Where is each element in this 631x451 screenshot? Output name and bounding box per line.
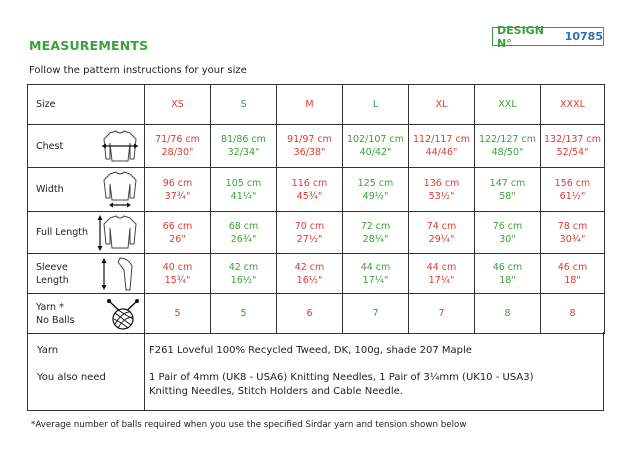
sleeve-in: 17¼" [428,274,455,286]
width-cm: 96 cm [162,177,193,189]
chest-in: 48/50" [491,147,524,158]
length-in: 26" [169,233,186,245]
length-in: 27½" [296,233,323,245]
width-in: 37¾" [164,190,191,202]
yarn-balls-cell: 7 [343,294,409,334]
width-in: 49½" [362,190,389,202]
chest-cell [409,125,475,168]
length-cell [277,212,343,254]
yarn-balls-cell: 8 [541,294,605,334]
length-cm: 68 cm [228,220,259,232]
chest-in: 28/30" [161,147,194,158]
width-label-cell [28,168,145,212]
width-cell [145,168,211,212]
chest-in: 44/46" [425,147,458,158]
sleeve-cm: 44 cm [426,261,457,273]
chest-row [28,125,605,168]
chest-label: Chest [36,140,64,152]
width-cell [475,168,541,212]
length-in: 30¾" [559,233,586,245]
size-header: XL [409,85,475,125]
sweater-width-icon [100,171,140,209]
requirements-box [27,332,604,411]
sleeve-in: 16½" [296,274,323,286]
sleeve-cell [409,254,475,294]
need-line1: 1 Pair of 4mm (UK8 - USA6) Knitting Needles, 1 Pair of 3¼mm (UK10 - USA3) [149,372,534,383]
yarn-balls-cell: 8 [475,294,541,334]
width-in: 58" [499,190,516,202]
width-cm: 156 cm [554,177,591,189]
width-cm: 105 cm [225,177,262,189]
sleeve-in: 15¾" [164,274,191,286]
width-cm: 125 cm [357,177,394,189]
yarn-balls-cell: 5 [145,294,211,334]
chest-cell [343,125,409,168]
yarn-balls-row [28,294,605,334]
width-in: 61½" [559,190,586,202]
design-label: DESIGN N° [497,23,544,50]
chest-cm: 102/107 cm [347,134,404,145]
chest-cm: 81/86 cm [221,134,266,145]
length-in: 29¼" [428,233,455,245]
sleeve-cell [145,254,211,294]
chest-cell [211,125,277,168]
need-label: You also need [37,372,106,383]
length-cell [541,212,605,254]
chest-cell [145,125,211,168]
chest-label-cell [28,125,145,168]
width-label: Width [36,184,64,195]
yarn-label-line2: No Balls [36,314,75,326]
size-header: XS [145,85,211,125]
page-title: MEASUREMENTS [29,38,149,53]
sleeve-in: 18" [564,274,581,286]
size-header: L [343,85,409,125]
width-cm: 136 cm [423,177,460,189]
chest-in: 40/42" [359,147,392,158]
chest-cm: 112/117 cm [413,134,470,145]
sleeve-cm: 44 cm [360,261,391,273]
yarn-balls-cell: 7 [409,294,475,334]
sleeve-cm: 42 cm [294,261,325,273]
size-label: Size [28,85,145,125]
width-cell [343,168,409,212]
requirements-divider [144,332,145,410]
sleeve-in: 17¼" [362,274,389,286]
width-cell [409,168,475,212]
width-cm: 116 cm [291,177,328,189]
sleeve-length-icon [100,256,140,292]
length-row [28,212,605,254]
length-label-cell [28,212,145,254]
measurements-table [27,84,605,334]
size-header: XXL [475,85,541,125]
width-cell [277,168,343,212]
sleeve-label-line2: Length [36,274,69,286]
sleeve-cell [475,254,541,294]
width-in: 53½" [428,190,455,202]
length-cell [145,212,211,254]
length-cell [211,212,277,254]
length-cm: 76 cm [492,220,523,232]
sleeve-cell [277,254,343,294]
need-line2: Knitting Needles, Stitch Holders and Cable Needle. [149,386,403,397]
sleeve-cell [541,254,605,294]
width-in: 45¾" [296,190,323,202]
sleeve-cm: 46 cm [492,261,523,273]
length-cm: 74 cm [426,220,457,232]
chest-cell [277,125,343,168]
footnote: *Average number of balls required when you use the specified Sirdar yarn and tension shown below [31,420,467,430]
chest-in: 36/38" [293,147,326,158]
yarn-balls-cell: 6 [277,294,343,334]
size-header: M [277,85,343,125]
length-in: 30" [499,233,516,245]
chest-cell [475,125,541,168]
sweater-length-icon [96,214,140,252]
sleeve-cm: 46 cm [557,261,588,273]
width-cell [541,168,605,212]
size-header: S [211,85,277,125]
sleeve-cm: 40 cm [162,261,193,273]
sleeve-label-line1: Sleeve [36,261,68,273]
length-label: Full Length [36,227,89,238]
width-in: 41¼" [230,190,257,202]
sleeve-cell [343,254,409,294]
yarn-label: Yarn [37,345,59,356]
width-row [28,168,605,212]
sleeve-row [28,254,605,294]
sweater-chest-icon [100,129,140,163]
length-cm: 66 cm [162,220,193,232]
design-number-box [492,23,604,50]
yarn-label-line1: Yarn * [36,301,64,313]
chest-cm: 71/76 cm [155,134,200,145]
length-in: 26¾" [230,233,257,245]
length-cell [475,212,541,254]
yarn-value: F261 Loveful 100% Recycled Tweed, DK, 100g, shade 207 Maple [149,345,472,356]
sleeve-label-cell [28,254,145,294]
intro-text: Follow the pattern instructions for your size [29,65,247,76]
yarn-label-cell [28,294,145,334]
size-row [28,85,605,125]
length-cm: 70 cm [294,220,325,232]
chest-cm: 91/97 cm [287,134,332,145]
sleeve-cell [211,254,277,294]
chest-cell [541,125,605,168]
yarn-ball-needles-icon [106,297,140,331]
sleeve-in: 16½" [230,274,257,286]
chest-cm: 132/137 cm [544,134,601,145]
chest-in: 32/34" [227,147,260,158]
length-cm: 72 cm [360,220,391,232]
size-header: XXXL [541,85,605,125]
sleeve-in: 18" [499,274,516,286]
length-cm: 78 cm [557,220,588,232]
chest-cm: 122/127 cm [479,134,536,145]
width-cm: 147 cm [489,177,526,189]
length-in: 28¼" [362,233,389,245]
yarn-balls-cell: 5 [211,294,277,334]
width-cell [211,168,277,212]
sleeve-cm: 42 cm [228,261,259,273]
chest-in: 52/54" [556,147,589,158]
length-cell [343,212,409,254]
design-number: 10785 [564,30,603,43]
length-cell [409,212,475,254]
